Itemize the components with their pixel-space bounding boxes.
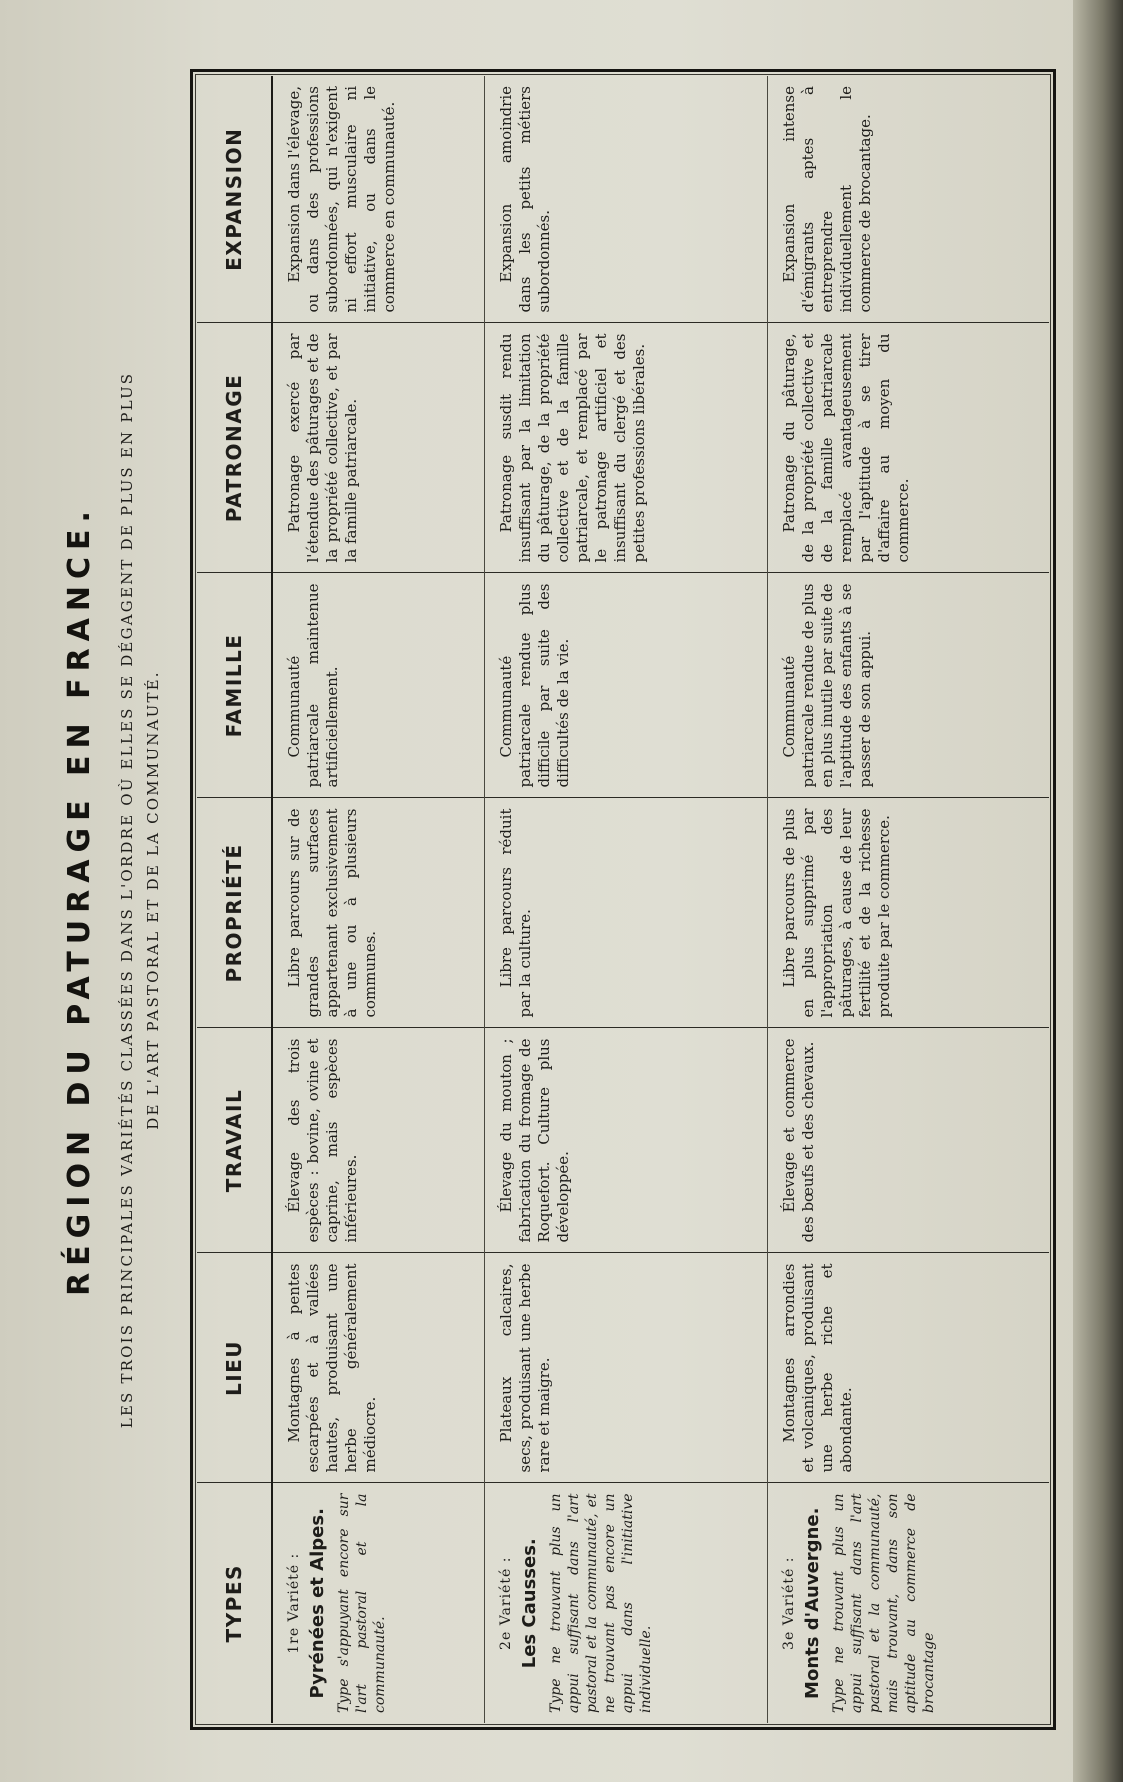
variete-label: 3e Variété : (780, 1556, 797, 1650)
variete-label: 1re Variété : (286, 1552, 302, 1654)
table-row (272, 76, 485, 1723)
propriete-cell: Libre parcours réduit par la culture. (485, 798, 767, 1028)
type-description: Type ne trouvant plus un appui suffisant dans l'art pastoral et la communauté, mais trouvant, dans son aptitude au commerce de brocantage (830, 1493, 937, 1713)
type-cell (767, 1483, 1049, 1723)
type-description: Type s'appuyant encore sur l'art pastoral et la communauté. (336, 1493, 388, 1713)
header-famille: FAMILLE (197, 573, 272, 798)
patronage-cell: Patronage exercé par l'étendue des pâturages et de la propriété collective, et par la famille patriarcale. (272, 323, 485, 573)
propriete-cell: Libre parcours sur de grandes surfaces appartenant exclusivement à une ou à plusieurs communes. (272, 798, 485, 1028)
expansion-cell: Expansion dans l'élevage, ou dans des professions subordonnées, qui n'exigent ni effort musculaire ni initiative, ou dans le commerce en communauté. (272, 76, 485, 323)
header-propriete: PROPRIÉTÉ (197, 798, 272, 1028)
table-header-row (197, 76, 272, 1723)
subtitle-line-2: DE L'ART PASTORAL ET DE LA COMMUNAUTÉ. (144, 670, 162, 1130)
page-title: RÉGION DU PATURAGE EN FRANCE. (62, 504, 97, 1296)
header-travail: TRAVAIL (197, 1028, 272, 1253)
header-expansion: EXPANSION (197, 76, 272, 323)
propriete-cell: Libre parcours de plus en plus supprimé par l'appropriation des pâturages, à cause de leur fertilité et de la richesse produite par le commerce. (767, 798, 1049, 1028)
travail-cell: Élevage du mouton ; fabrication du fromage de Roquefort. Culture plus développée. (485, 1028, 767, 1253)
rotated-page-content (40, 40, 1070, 1760)
variete-label: 2e Variété : (498, 1556, 515, 1650)
subtitle-line-1: LES TROIS PRINCIPALES VARIÉTÉS CLASSÉES DANS L'ORDRE OÙ ELLES SE DÉGAGENT DE PLUS EN PLUS (118, 371, 136, 1429)
table-row (485, 76, 767, 1723)
lieu-cell: Plateaux calcaires, secs, produisant une herbe rare et maigre. (485, 1253, 767, 1483)
lieu-cell: Montagnes à pentes escarpées et à vallées hautes, produisant une herbe généralement médiocre. (272, 1253, 485, 1483)
type-name: Pyrénées et Alpes. (307, 1508, 328, 1699)
lieu-cell: Montagnes arrondies et volcaniques, produisant une herbe riche et abondante. (767, 1253, 1049, 1483)
header-lieu: LIEU (197, 1253, 272, 1483)
patronage-cell: Patronage du pâturage, de la propriété collective et de la famille patriarcale remplacé avantageusement par l'aptitude à se tirer d'affaire au moyen du commerce. (767, 323, 1049, 573)
header-patronage: PATRONAGE (197, 323, 272, 573)
type-cell (485, 1483, 767, 1723)
expansion-cell: Expansion intense d'émigrants aptes à entreprendre individuellement le commerce de brocantage. (767, 76, 1049, 323)
table-row (767, 76, 1049, 1723)
book-spine-shadow (1073, 0, 1123, 1782)
travail-cell: Élevage des trois espèces : bovine, ovine et caprine, mais espèces inférieures. (272, 1028, 485, 1253)
type-name: Monts d'Auvergne. (801, 1507, 823, 1699)
famille-cell: Communauté patriarcale maintenue artificiellement. (272, 573, 485, 798)
patronage-cell: Patronage susdit rendu insuffisant par la limitation du pâturage, de la propriété collective et de la famille patriarcale, et remplacé par le patronage artificiel et insuffisant du clergé et des petites professions libérales. (485, 323, 767, 573)
famille-cell: Communauté patriarcale rendue plus difficile par suite des difficultés de la vie. (485, 573, 767, 798)
expansion-cell: Expansion amoindrie dans les petits métiers subordonnés. (485, 76, 767, 323)
famille-cell: Communauté patriarcale rendue de plus en plus inutile par suite de l'aptitude des enfants à se passer de son appui. (767, 573, 1049, 798)
pasture-region-table (190, 69, 1056, 1730)
header-types: TYPES (197, 1483, 272, 1723)
type-description: Type ne trouvant plus un appui suffisant dans l'art pastoral et la communauté, et ne trouvant pas encore un appui dans l'initiative individuelle. (548, 1493, 655, 1713)
travail-cell: Élevage et commerce des bœufs et des chevaux. (767, 1028, 1049, 1253)
type-cell (272, 1483, 485, 1723)
type-name: Les Causses. (519, 1538, 541, 1669)
